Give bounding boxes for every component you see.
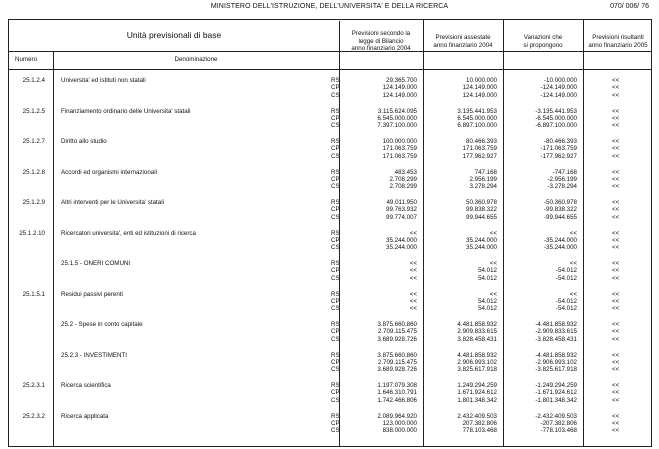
value-assestate: 124.149.000 bbox=[462, 84, 497, 92]
col-divider-2 bbox=[423, 20, 424, 446]
row-denominazione: Universita' ed istituti non statali bbox=[61, 77, 146, 84]
value-assestate: 177.962.927 bbox=[462, 152, 497, 160]
value-assestate: 99.944.655 bbox=[466, 213, 497, 221]
row-type-code: CS bbox=[331, 366, 340, 374]
value-risultanti: << bbox=[612, 427, 620, 435]
value-assestate: 3.278.294 bbox=[469, 183, 497, 191]
value-legge-bilancio: 124.149.000 bbox=[382, 91, 417, 99]
value-assestate: << bbox=[489, 229, 497, 237]
value-variazioni: << bbox=[569, 290, 577, 298]
row-number: 25.1.5.1 bbox=[22, 290, 45, 298]
row-type-code: CS bbox=[331, 91, 340, 99]
value-variazioni: -99.944.655 bbox=[543, 213, 577, 221]
value-assestate: 54.012 bbox=[478, 267, 497, 275]
value-risultanti: << bbox=[612, 260, 620, 267]
row-denominazione: 25.2 - Spese in conto capitale bbox=[61, 321, 143, 328]
row-number: 25.2.3.2 bbox=[22, 412, 45, 420]
value-variazioni: -10.000.000 bbox=[543, 77, 577, 84]
row-denominazione: Ricerca scientifica bbox=[61, 382, 111, 389]
value-risultanti: << bbox=[612, 91, 620, 99]
numero-header: Numero bbox=[15, 56, 38, 63]
value-variazioni: -3.828.458.431 bbox=[535, 335, 577, 343]
value-risultanti: << bbox=[612, 77, 620, 84]
value-legge-bilancio: 6.545.000.000 bbox=[377, 114, 417, 122]
value-risultanti: << bbox=[612, 366, 620, 374]
row-type-code: RS bbox=[331, 107, 340, 115]
row-type-code: CP bbox=[331, 236, 340, 244]
row-type-code: CP bbox=[331, 419, 340, 427]
value-legge-bilancio: 2.089.964.920 bbox=[377, 412, 417, 420]
value-legge-bilancio: << bbox=[409, 290, 417, 298]
value-risultanti: << bbox=[612, 114, 620, 122]
value-variazioni: -1.801.348.342 bbox=[535, 396, 577, 404]
row-number: 25.1.2.7 bbox=[22, 138, 45, 145]
value-assestate: 54.012 bbox=[478, 297, 497, 305]
value-variazioni: -6.545.000.000 bbox=[535, 114, 577, 122]
value-legge-bilancio: 1.742.466.806 bbox=[377, 396, 417, 404]
row-type-code: RS bbox=[331, 290, 340, 298]
row-type-code: CP bbox=[331, 267, 340, 275]
value-legge-bilancio: << bbox=[409, 297, 417, 305]
value-assestate: 2.432.409.503 bbox=[457, 412, 497, 420]
row-type-code: CP bbox=[331, 175, 340, 183]
value-variazioni: -3.825.617.918 bbox=[535, 366, 577, 374]
value-legge-bilancio: 123.000.000 bbox=[382, 419, 417, 427]
value-risultanti: << bbox=[612, 213, 620, 221]
row-denominazione: Altri interventi per le Universita' statali bbox=[61, 199, 164, 206]
unit-title: Unità previsionali di base bbox=[126, 30, 222, 40]
value-assestate: 10.000.000 bbox=[466, 77, 497, 84]
value-legge-bilancio: 171.063.759 bbox=[382, 145, 417, 153]
row-denominazione: Accordi ed organismi internazionali bbox=[61, 168, 157, 176]
row-type-code: CP bbox=[331, 84, 340, 92]
value-assestate: 2.909.833.615 bbox=[457, 328, 497, 336]
value-legge-bilancio: 1.646.310.791 bbox=[377, 389, 417, 397]
value-risultanti: << bbox=[612, 274, 620, 282]
row-type-code: CS bbox=[331, 152, 340, 160]
value-variazioni: -3.278.294 bbox=[547, 183, 577, 191]
value-assestate: 80.466.393 bbox=[466, 138, 497, 145]
value-variazioni: -171.063.759 bbox=[540, 145, 577, 153]
value-variazioni: -2.906.993.102 bbox=[535, 358, 577, 366]
value-variazioni: -99.838.322 bbox=[543, 206, 577, 214]
value-risultanti: << bbox=[612, 175, 620, 183]
value-variazioni: -54.012 bbox=[556, 297, 577, 305]
value-legge-bilancio: 2.708.299 bbox=[389, 175, 417, 183]
value-legge-bilancio: 35.244.000 bbox=[386, 244, 417, 252]
row-type-code: CP bbox=[331, 389, 340, 397]
value-risultanti: << bbox=[612, 335, 620, 343]
value-variazioni: -4.481.858.932 bbox=[535, 321, 577, 328]
value-legge-bilancio: 1.197.079.308 bbox=[377, 382, 417, 389]
header-bottom-rule bbox=[9, 51, 651, 52]
value-risultanti: << bbox=[612, 419, 620, 427]
value-risultanti: << bbox=[612, 297, 620, 305]
value-assestate: 6.897.100.000 bbox=[457, 122, 497, 130]
value-variazioni: -54.012 bbox=[556, 305, 577, 313]
value-risultanti: << bbox=[612, 328, 620, 336]
value-assestate: << bbox=[489, 290, 497, 298]
value-risultanti: << bbox=[612, 290, 620, 298]
value-assestate: 1.249.294.259 bbox=[457, 382, 497, 389]
row-type-code: RS bbox=[331, 412, 340, 420]
value-assestate: 4.481.858.932 bbox=[457, 321, 497, 328]
value-legge-bilancio: 3.689.928.726 bbox=[377, 335, 417, 343]
value-assestate: 3.828.458.431 bbox=[457, 335, 497, 343]
value-risultanti: << bbox=[612, 236, 620, 244]
value-risultanti: << bbox=[612, 396, 620, 404]
row-number: 25.1.2.8 bbox=[22, 168, 45, 176]
value-risultanti: << bbox=[612, 138, 620, 145]
row-type-code: CS bbox=[331, 335, 340, 343]
value-risultanti: << bbox=[612, 305, 620, 313]
value-assestate: 6.545.000.000 bbox=[457, 114, 497, 122]
value-risultanti: << bbox=[612, 229, 620, 237]
row-denominazione: Ricercatori universita', enti ed istituzioni di ricerca bbox=[61, 229, 196, 237]
row-denominazione: Finanziamento ordinario delle Universita' statali bbox=[61, 107, 191, 115]
value-legge-bilancio: << bbox=[409, 305, 417, 313]
header-subrule bbox=[9, 69, 651, 70]
value-assestate: 1.671.924.612 bbox=[457, 389, 497, 397]
row-type-code: CS bbox=[331, 183, 340, 191]
value-legge-bilancio: 99.774.007 bbox=[386, 213, 417, 221]
value-variazioni: << bbox=[569, 260, 577, 267]
value-variazioni: -2.956.199 bbox=[547, 175, 577, 183]
value-legge-bilancio: 49.011.950 bbox=[386, 199, 417, 206]
value-legge-bilancio: 3.875.660.860 bbox=[377, 351, 417, 359]
value-assestate: 207.382.806 bbox=[462, 419, 497, 427]
row-type-code: RS bbox=[331, 382, 340, 389]
col1-header: Previsioni secondo la legge di Bilancio anno finanziario 2004 bbox=[351, 30, 411, 52]
value-risultanti: << bbox=[612, 244, 620, 252]
value-assestate: 124.149.000 bbox=[462, 91, 497, 99]
value-risultanti: << bbox=[612, 107, 620, 115]
value-risultanti: << bbox=[612, 267, 620, 275]
col2-header: Previsioni assestate anno finanziario 2004 bbox=[433, 34, 493, 49]
row-type-code: CP bbox=[331, 297, 340, 305]
value-legge-bilancio: 838.000.000 bbox=[382, 427, 417, 435]
row-denominazione: Diritto allo studio bbox=[61, 138, 107, 145]
value-variazioni: -1.249.294.259 bbox=[535, 382, 577, 389]
value-variazioni: -1.671.924.612 bbox=[535, 389, 577, 397]
row-type-code: CS bbox=[331, 213, 340, 221]
row-type-code: RS bbox=[331, 199, 340, 206]
col3-header: Variazioni che si propongono bbox=[523, 34, 563, 49]
value-legge-bilancio: 100.000.000 bbox=[382, 138, 417, 145]
value-variazioni: -50.360.978 bbox=[543, 199, 577, 206]
value-legge-bilancio: 99.763.932 bbox=[386, 206, 417, 214]
value-variazioni: -54.012 bbox=[556, 267, 577, 275]
value-assestate: 3.825.617.918 bbox=[457, 366, 497, 374]
row-type-code: RS bbox=[331, 351, 340, 359]
row-type-code: CP bbox=[331, 145, 340, 153]
row-type-code: CS bbox=[331, 305, 340, 313]
col4-header: Previsioni risultanti anno finanziario 2005 bbox=[588, 34, 648, 49]
value-assestate: 778.103.468 bbox=[462, 427, 497, 435]
value-legge-bilancio: 29.365.700 bbox=[386, 77, 417, 84]
value-risultanti: << bbox=[612, 389, 620, 397]
value-variazioni: -4.481.858.932 bbox=[535, 351, 577, 359]
value-legge-bilancio: 7.397.100.000 bbox=[377, 122, 417, 130]
value-risultanti: << bbox=[612, 122, 620, 130]
denominazione-header: Denominazione bbox=[174, 56, 218, 63]
budget-table bbox=[8, 19, 652, 447]
row-denominazione: Ricerca applicata bbox=[61, 412, 109, 420]
value-variazioni: -124.149.000 bbox=[540, 84, 577, 92]
value-legge-bilancio: 3.115.624.095 bbox=[377, 107, 417, 115]
value-legge-bilancio: << bbox=[409, 260, 417, 267]
value-risultanti: << bbox=[612, 206, 620, 214]
row-type-code: CS bbox=[331, 427, 340, 435]
value-assestate: 747.168 bbox=[474, 168, 497, 176]
value-variazioni: -35.244.000 bbox=[543, 236, 577, 244]
value-legge-bilancio: 171.063.759 bbox=[382, 152, 417, 160]
value-legge-bilancio: 3.875.660.860 bbox=[377, 321, 417, 328]
value-legge-bilancio: 3.689.928.726 bbox=[377, 366, 417, 374]
value-risultanti: << bbox=[612, 358, 620, 366]
value-variazioni: -747.168 bbox=[552, 168, 577, 176]
value-variazioni: -2.909.833.615 bbox=[535, 328, 577, 336]
row-denominazione: Residui passivi perenti bbox=[61, 290, 123, 298]
document-title: MINISTERO DELL'ISTRUZIONE, DELL'UNIVERSITA' E DELLA RICERCA bbox=[210, 3, 449, 10]
value-risultanti: << bbox=[612, 382, 620, 389]
value-variazioni: -124.149.000 bbox=[540, 91, 577, 99]
row-number: 25.1.2.5 bbox=[22, 107, 45, 115]
row-type-code: RS bbox=[331, 229, 340, 237]
value-variazioni: -6.897.100.000 bbox=[535, 122, 577, 130]
value-assestate: << bbox=[489, 260, 497, 267]
value-risultanti: << bbox=[612, 412, 620, 420]
page-reference: 070/ 006/ 76 bbox=[610, 3, 649, 10]
value-assestate: 2.956.199 bbox=[469, 175, 497, 183]
value-assestate: 3.135.441.953 bbox=[457, 107, 497, 115]
value-variazioni: -207.382.806 bbox=[540, 419, 577, 427]
value-assestate: 35.244.000 bbox=[466, 244, 497, 252]
row-number: 25.1.2.4 bbox=[22, 77, 45, 84]
numero-divider bbox=[53, 51, 54, 446]
value-legge-bilancio: 2.709.115.475 bbox=[377, 358, 417, 366]
row-type-code: RS bbox=[331, 138, 340, 145]
row-number: 25.1.2.10 bbox=[19, 229, 45, 237]
value-variazioni: -2.432.409.503 bbox=[535, 412, 577, 420]
row-type-code: CP bbox=[331, 358, 340, 366]
row-type-code: CS bbox=[331, 122, 340, 130]
value-legge-bilancio: 35.244.000 bbox=[386, 236, 417, 244]
value-risultanti: << bbox=[612, 199, 620, 206]
value-risultanti: << bbox=[612, 84, 620, 92]
col-divider-3 bbox=[503, 20, 504, 446]
value-risultanti: << bbox=[612, 145, 620, 153]
value-assestate: 1.801.348.342 bbox=[457, 396, 497, 404]
value-variazioni: -80.466.393 bbox=[543, 138, 577, 145]
value-assestate: 99.838.322 bbox=[466, 206, 497, 214]
value-risultanti: << bbox=[612, 321, 620, 328]
row-type-code: CP bbox=[331, 206, 340, 214]
value-variazioni: -54.012 bbox=[556, 274, 577, 282]
row-denominazione: 25.1.5 - ONERI COMUNI bbox=[61, 260, 131, 267]
col-divider-4 bbox=[583, 20, 584, 446]
row-type-code: RS bbox=[331, 321, 340, 328]
value-legge-bilancio: 124.149.000 bbox=[382, 84, 417, 92]
value-legge-bilancio: << bbox=[409, 229, 417, 237]
value-assestate: 54.012 bbox=[478, 274, 497, 282]
row-denominazione: 25.2.3 - INVESTIMENTI bbox=[61, 351, 128, 359]
value-assestate: 35.244.000 bbox=[466, 236, 497, 244]
value-assestate: 2.906.993.102 bbox=[457, 358, 497, 366]
row-number: 25.1.2.9 bbox=[22, 199, 45, 206]
row-type-code: RS bbox=[331, 168, 340, 176]
value-assestate: 171.063.759 bbox=[462, 145, 497, 153]
row-type-code: CS bbox=[331, 396, 340, 404]
row-type-code: RS bbox=[331, 260, 340, 267]
value-risultanti: << bbox=[612, 183, 620, 191]
row-number: 25.2.3.1 bbox=[22, 382, 45, 389]
row-type-code: CP bbox=[331, 114, 340, 122]
value-assestate: 54.012 bbox=[478, 305, 497, 313]
row-type-code: CS bbox=[331, 244, 340, 252]
value-assestate: 50.360.978 bbox=[466, 199, 497, 206]
value-risultanti: << bbox=[612, 152, 620, 160]
value-legge-bilancio: << bbox=[409, 267, 417, 275]
row-type-code: RS bbox=[331, 77, 340, 84]
value-legge-bilancio: 2.709.115.475 bbox=[377, 328, 417, 336]
value-variazioni: -35.244.000 bbox=[543, 244, 577, 252]
value-variazioni: -3.135.441.953 bbox=[535, 107, 577, 115]
value-assestate: 4.481.858.932 bbox=[457, 351, 497, 359]
value-legge-bilancio: << bbox=[409, 274, 417, 282]
value-risultanti: << bbox=[612, 351, 620, 359]
value-variazioni: -177.962.927 bbox=[540, 152, 577, 160]
value-risultanti: << bbox=[612, 168, 620, 176]
row-type-code: CP bbox=[331, 328, 340, 336]
value-legge-bilancio: 483.453 bbox=[394, 168, 417, 176]
value-legge-bilancio: 2.708.299 bbox=[389, 183, 417, 191]
value-variazioni: << bbox=[569, 229, 577, 237]
row-type-code: CS bbox=[331, 274, 340, 282]
value-variazioni: -778.103.468 bbox=[540, 427, 577, 435]
